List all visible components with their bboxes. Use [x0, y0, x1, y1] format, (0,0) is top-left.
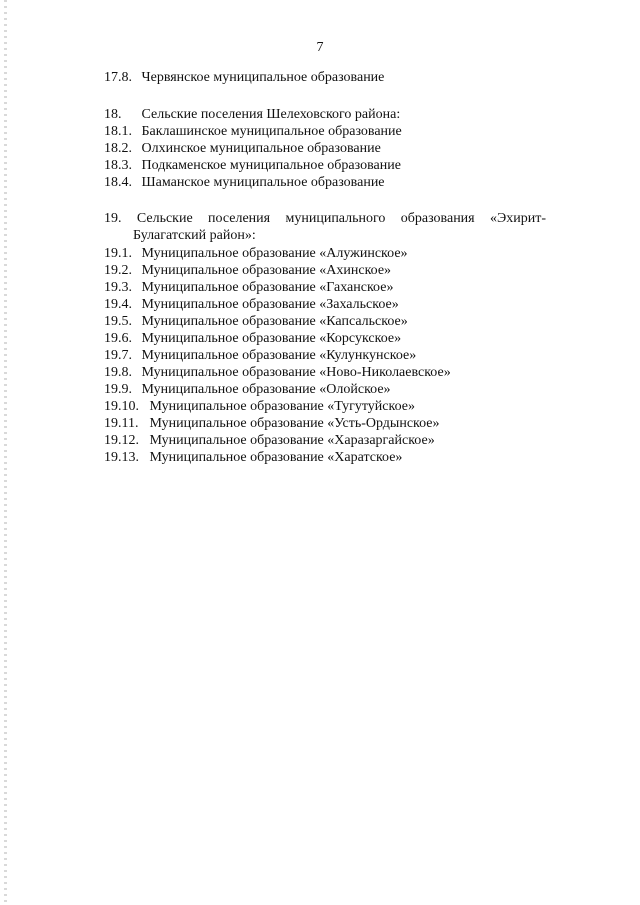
list-item-17-8 — [104, 69, 384, 86]
item-number: 19.13. — [104, 450, 139, 465]
item-text: Шаманское муниципальное образование — [141, 175, 385, 190]
item-text: Муниципальное образование «Ново-Николаевское» — [141, 365, 451, 380]
item-number: 19.11. — [104, 416, 139, 431]
item-number: 19.12. — [104, 433, 139, 448]
section-19-heading-continuation: Булагатский район»: — [133, 228, 256, 243]
item-text: Муниципальное образование «Корсукское» — [141, 331, 402, 346]
list-item-18-4 — [104, 174, 385, 191]
item-text: Муниципальное образование «Капсальское» — [141, 314, 408, 329]
list-item-18-1 — [104, 123, 402, 140]
section-title: Сельские поселения Шелеховского района: — [141, 107, 401, 122]
item-number: 19.5. — [104, 314, 132, 329]
item-text: Муниципальное образование «Захальское» — [141, 297, 399, 312]
item-number: 18.3. — [104, 158, 132, 173]
item-number: 18.1. — [104, 124, 132, 139]
list-item-19-3 — [104, 279, 393, 296]
list-item-19-6 — [104, 330, 401, 347]
item-number: 19.9. — [104, 382, 132, 397]
item-number: 17.8. — [104, 70, 132, 85]
list-item-19-4 — [104, 296, 399, 313]
section-number: 19. — [104, 211, 122, 226]
list-item-19-8 — [104, 364, 451, 381]
item-number: 19.1. — [104, 246, 132, 261]
item-number: 18.4. — [104, 175, 132, 190]
list-item-18-2 — [104, 140, 381, 157]
item-number: 19.10. — [104, 399, 139, 414]
item-text: Муниципальное образование «Алужинское» — [141, 246, 408, 261]
item-text: Муниципальное образование «Тугутуйское» — [149, 399, 415, 414]
list-item-19-1 — [104, 245, 408, 262]
page-number: 7 — [316, 40, 324, 55]
item-number: 19.3. — [104, 280, 132, 295]
list-item-19-12 — [104, 432, 435, 449]
item-text: Муниципальное образование «Харатское» — [149, 450, 403, 465]
section-title-word: образования — [400, 211, 475, 226]
list-item-19-5 — [104, 313, 408, 330]
item-number: 19.2. — [104, 263, 132, 278]
section-19-heading — [104, 210, 546, 227]
item-text: Червянское муниципальное образование — [141, 70, 385, 85]
section-title-word: поселения — [208, 211, 271, 226]
list-item-19-13 — [104, 449, 402, 466]
item-text: Подкаменское муниципальное образование — [141, 158, 401, 173]
item-number: 19.7. — [104, 348, 132, 363]
list-item-19-11 — [104, 415, 440, 432]
list-item-18-3 — [104, 157, 401, 174]
section-title-word: Сельские — [136, 211, 193, 226]
item-text: Муниципальное образование «Олойское» — [141, 382, 391, 397]
item-text: Муниципальное образование «Усть-Ордынское» — [149, 416, 440, 431]
item-number: 18.2. — [104, 141, 132, 156]
section-number: 18. — [104, 107, 122, 122]
list-item-19-7 — [104, 347, 416, 364]
item-text: Муниципальное образование «Харазаргайское» — [149, 433, 435, 448]
item-text: Муниципальное образование «Кулункунское» — [141, 348, 417, 363]
item-number: 19.4. — [104, 297, 132, 312]
item-text: Муниципальное образование «Ахинское» — [141, 263, 392, 278]
section-title-word: «Эхирит- — [489, 211, 546, 226]
section-title-word: муниципального — [285, 211, 386, 226]
section-18-heading — [104, 106, 400, 123]
item-number: 19.6. — [104, 331, 132, 346]
item-text: Олхинское муниципальное образование — [141, 141, 381, 156]
item-number: 19.8. — [104, 365, 132, 380]
item-text: Баклашинское муниципальное образование — [141, 124, 402, 139]
list-item-19-9 — [104, 381, 391, 398]
list-item-19-2 — [104, 262, 391, 279]
item-text: Муниципальное образование «Гаханское» — [141, 280, 394, 295]
list-item-19-10 — [104, 398, 415, 415]
